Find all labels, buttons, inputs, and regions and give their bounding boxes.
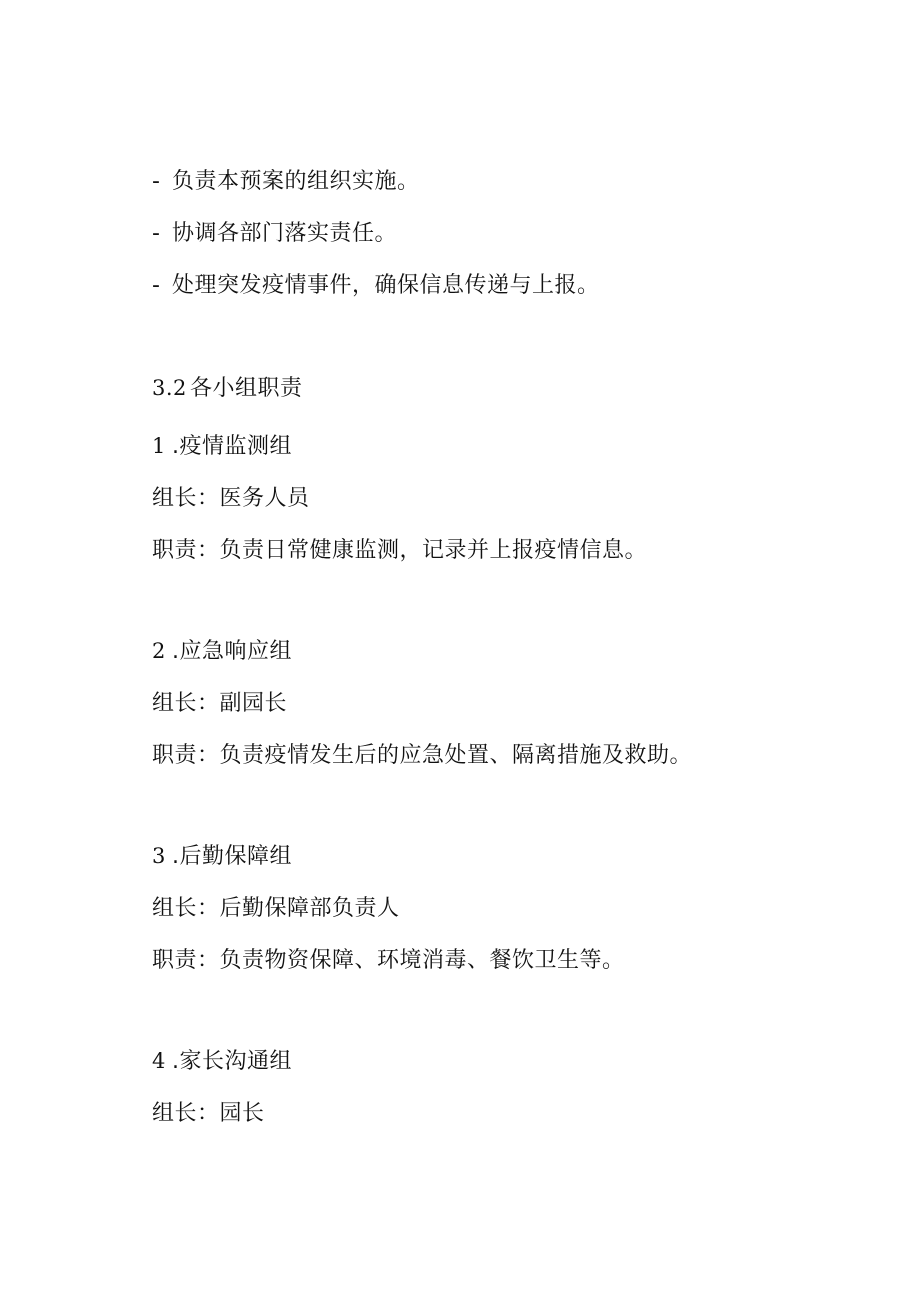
section-heading xyxy=(152,374,303,403)
duty-value: 负责物资保障、环境消毒、餐饮卫生等。 xyxy=(219,948,625,973)
leader-value: 后勤保障部负责人 xyxy=(219,896,400,921)
group-heading xyxy=(152,432,292,461)
group-leader xyxy=(152,485,310,513)
leader-label: 组长： xyxy=(152,691,220,716)
leader-label: 组长： xyxy=(152,486,220,511)
duty-label: 职责： xyxy=(152,743,220,768)
group-heading xyxy=(152,1047,292,1076)
section-number: 3.2 xyxy=(152,376,187,400)
duty-label: 职责： xyxy=(152,948,220,973)
bullet-dash: - xyxy=(152,221,161,246)
group-number: 2 xyxy=(152,639,166,663)
group-number: 3 xyxy=(152,844,166,868)
group-title: .后勤保障组 xyxy=(172,844,292,869)
group-leader xyxy=(152,690,287,718)
leader-label: 组长： xyxy=(152,896,220,921)
leader-value: 园长 xyxy=(219,1101,265,1126)
bullet-dash: - xyxy=(152,169,161,194)
bullet-dash: - xyxy=(152,273,161,298)
group-duty xyxy=(152,537,647,565)
group-leader xyxy=(152,895,400,923)
group-heading xyxy=(152,842,292,871)
group-title: .家长沟通组 xyxy=(172,1049,292,1074)
group-title: .应急响应组 xyxy=(172,639,292,664)
group-title: .疫情监测组 xyxy=(172,434,292,459)
bullet-text: 协调各部门落实责任。 xyxy=(172,221,398,246)
group-duty xyxy=(152,742,692,770)
bullet-text: 处理突发疫情事件，确保信息传递与上报。 xyxy=(172,273,600,298)
group-leader xyxy=(152,1100,265,1128)
bullet-item xyxy=(152,220,397,248)
duty-value: 负责疫情发生后的应急处置、隔离措施及救助。 xyxy=(219,743,693,768)
duty-label: 职责： xyxy=(152,538,220,563)
leader-label: 组长： xyxy=(152,1101,220,1126)
duty-value: 负责日常健康监测，记录并上报疫情信息。 xyxy=(219,538,648,563)
bullet-item xyxy=(152,168,420,196)
leader-value: 医务人员 xyxy=(219,486,310,511)
group-number: 1 xyxy=(152,434,166,458)
bullet-item xyxy=(152,272,600,300)
group-heading xyxy=(152,637,292,666)
bullet-text: 负责本预案的组织实施。 xyxy=(172,169,420,194)
section-title: 各小组职责 xyxy=(190,376,303,401)
group-duty xyxy=(152,947,625,975)
leader-value: 副园长 xyxy=(219,691,288,716)
group-number: 4 xyxy=(152,1049,166,1073)
